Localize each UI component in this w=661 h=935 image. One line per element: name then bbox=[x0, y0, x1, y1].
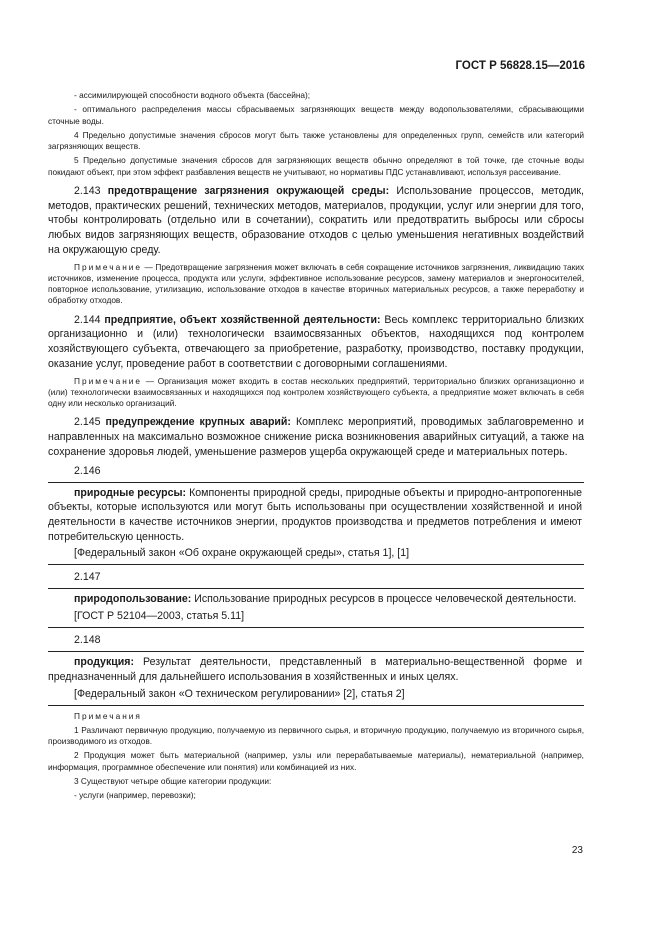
term-2-146 bbox=[48, 486, 582, 545]
page-number: 23 bbox=[571, 845, 583, 856]
term-source: [Федеральный закон «О техническом регулировании» [2], статья 2] bbox=[74, 687, 405, 700]
term-title: предупреждение крупных аварий: bbox=[105, 416, 291, 429]
term-definition: Результат деятельности, представленный в материально-вещественной форме и предназначенный для дальнейшего использования в хозяйственных и иных целях. bbox=[48, 656, 582, 683]
term-title: предотвращение загрязнения окружающей среды: bbox=[107, 185, 390, 198]
list-item: - услуги (например, перевозки); bbox=[74, 790, 196, 801]
term-number: 2.144 bbox=[74, 313, 101, 326]
term-title: предприятие, объект хозяйственной деятельности: bbox=[104, 313, 381, 326]
page-content bbox=[48, 90, 584, 805]
term-definition: Компоненты природной среды, природные объекты и природно-антропогенные объекты, которые используются или могут быть использованы при осуществлении хозяйственной и иной деятельности в качестве источников энергии, продуктов производства и предметов потребления и имеют потребительскую ценность. bbox=[48, 486, 582, 543]
note-text: — Организация может входить в состав нескольких предприятий, территориально близких организационно и (или) технологически взаимосвязанных и находящихся под контролем хозяйствующего субъекта, а предприятие может включать в себя одну или несколько организаций. bbox=[48, 375, 584, 409]
notes-label: Примечания bbox=[74, 710, 142, 721]
note-5: 5 Предельно допустимые значения сбросов для загрязняющих веществ обычно определяют в той точке, где сточные воды покидают объект, при этом эффект разбавления веществ не учитывают, но нормативы ПДС устанавливают, используя рассеивание. bbox=[48, 155, 584, 177]
term-2-147 bbox=[48, 592, 582, 607]
term-source: [Федеральный закон «Об охране окружающей среды», статья 1], [1] bbox=[74, 547, 410, 560]
note-3: 3 Существуют четыре общие категории продукции: bbox=[74, 776, 272, 786]
term-source: [ГОСТ Р 52104—2003, статья 5.11] bbox=[74, 610, 245, 623]
term-box-2-148 bbox=[48, 651, 584, 705]
term-box-2-147 bbox=[48, 588, 584, 628]
document-header: ГОСТ Р 56828.15—2016 bbox=[455, 60, 585, 72]
term-number: 2.143 bbox=[74, 185, 101, 198]
note-2: 2 Продукция может быть материальной (например, узлы или перерабатываемые материалы), нематериальной (например, информация, программное обеспечение или понятия) или комбинацией из них. bbox=[48, 750, 584, 772]
list-item: - ассимилирующей способности водного объекта (бассейна); bbox=[74, 90, 311, 100]
term-2-144 bbox=[48, 313, 584, 372]
term-definition: Комплекс мероприятий, проводимых заблаговременно и направленных на максимально возможное снижение риска возникновения аварийных ситуаций, а также на сохранение здоровья людей, уменьшение размеров ущерба окружающей среде и материальных потерь. bbox=[48, 416, 584, 458]
note-label: Примечание bbox=[74, 261, 143, 272]
term-number: 2.146 bbox=[74, 464, 101, 477]
term-definition: Использование природных ресурсов в процессе человеческой деятельности. bbox=[194, 593, 577, 606]
term-title: природопользование: bbox=[74, 593, 192, 606]
term-number: 2.148 bbox=[74, 634, 101, 647]
term-2-145 bbox=[48, 415, 584, 459]
term-definition: Использование процессов, методик, методов, практических решений, технических методов, материалов, продукции, услуг или энергии для того, чтобы контролировать (отдельно или в сочетании), сократить или предотвратить выбросы или сбросы любых видов загрязняющих веществ, образование отходов с целью уменьшения негативных воздействий на окружающую среду. bbox=[48, 185, 584, 256]
term-note bbox=[48, 376, 584, 410]
term-title: природные ресурсы: bbox=[74, 486, 187, 499]
term-box-2-146 bbox=[48, 482, 584, 566]
term-number: 2.145 bbox=[74, 416, 101, 429]
term-title: продукция: bbox=[74, 656, 134, 669]
term-definition: Весь комплекс территориально близких организационно и (или) технологически взаимосвязанных объектов, находящихся под контролем хозяйствующего субъекта, отвечающего за приобретение, разработку, производство, поставку продукции, оказание услуг, проведение работ в соответствии с договорными соглашениями. bbox=[48, 313, 584, 370]
note-label: Примечание bbox=[74, 375, 143, 386]
term-2-148 bbox=[48, 655, 582, 684]
note-text: — Предотвращение загрязнения может включать в себя сокращение источников загрязнения, ликвидацию таких источников, изменение процесса, продукта или услуги, эффективное использование ресурсов, замену материалов и энергоносителей, повторное использование, утилизацию, использование отходов в качестве вторичных материальных ресурсов, а также переработку и обработку отходов. bbox=[48, 261, 584, 306]
note-4: 4 Предельно допустимые значения сбросов могут быть также установлены для определенных групп, семейств или категорий загрязняющих веществ. bbox=[48, 129, 584, 152]
list-item: - оптимального распределения массы сбрасываемых загрязняющих веществ между водопользователями, сбрасывающими сточные воды. bbox=[48, 104, 584, 126]
term-note bbox=[48, 262, 584, 307]
term-2-143 bbox=[48, 184, 584, 258]
note-1: 1 Различают первичную продукцию, получаемую из первичного сырья, и вторичную продукцию, получаемую из вторичного сырья, производимого из отходов. bbox=[48, 724, 584, 747]
term-number: 2.147 bbox=[74, 571, 101, 584]
